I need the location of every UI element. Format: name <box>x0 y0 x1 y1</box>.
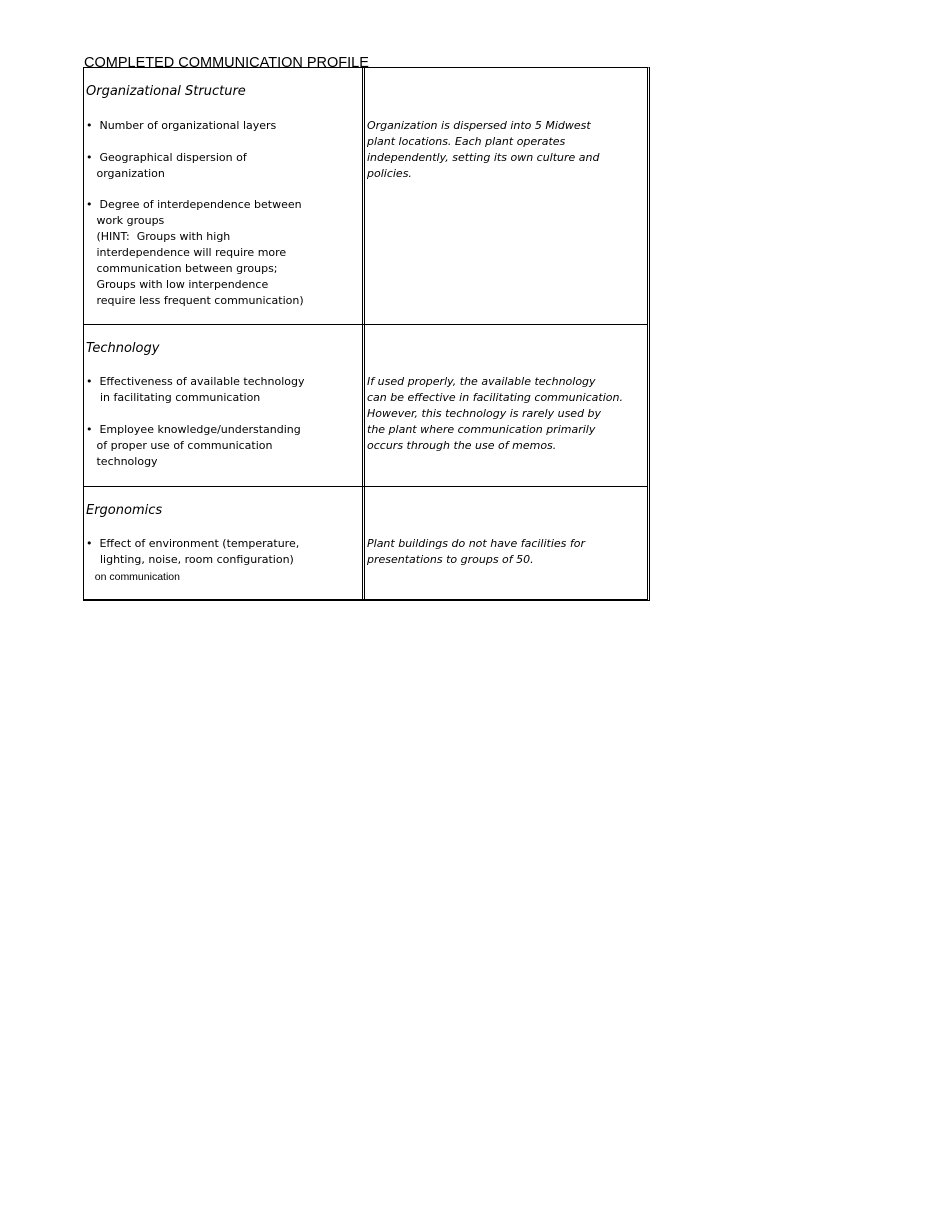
row-technology <box>84 325 647 487</box>
answer-technology: If used properly, the available technology can be effective in facilitating communication. However, this technology is rarely used by the plant where communication primarily occurs through the use of memos. <box>367 375 623 452</box>
section-heading-ergonomics: Ergonomics <box>86 503 163 518</box>
answer-cell-organizational-structure <box>365 68 647 324</box>
criterion-technology-effectiveness: • Effectiveness of available technology in facilitating communication <box>86 375 305 404</box>
criterion-environment-effect: • Effect of environment (temperature, lighting, noise, room configuration) <box>86 537 300 566</box>
page-title: COMPLETED COMMUNICATION PROFILE <box>84 55 369 71</box>
row-organizational-structure <box>84 68 647 325</box>
criterion-organizational-layers: • Number of organizational layers <box>86 119 277 132</box>
criterion-environment-effect-continued: on communication <box>86 571 180 583</box>
communication-profile-table <box>83 67 650 601</box>
criteria-cell-ergonomics <box>84 487 365 599</box>
row-ergonomics <box>84 487 647 599</box>
criteria-cell-technology <box>84 325 365 486</box>
answer-organizational-structure: Organization is dispersed into 5 Midwest plant locations. Each plant operates independently, setting its own culture and policies. <box>367 119 600 180</box>
section-heading-organizational-structure: Organizational Structure <box>86 84 246 99</box>
section-heading-technology: Technology <box>86 341 160 356</box>
criterion-interdependence: • Degree of interdependence between work groups (HINT: Groups with high interdependence will require more communication between groups; Groups with low interpendence require less frequent communication) <box>86 198 304 307</box>
criterion-geographical-dispersion: • Geographical dispersion of organization <box>86 151 247 180</box>
answer-cell-technology <box>365 325 647 486</box>
answer-ergonomics: Plant buildings do not have facilities for presentations to groups of 50. <box>367 537 586 566</box>
criterion-employee-knowledge: • Employee knowledge/understanding of proper use of communication technology <box>86 423 301 468</box>
answer-cell-ergonomics <box>365 487 647 599</box>
criteria-cell-organizational-structure <box>84 68 365 324</box>
